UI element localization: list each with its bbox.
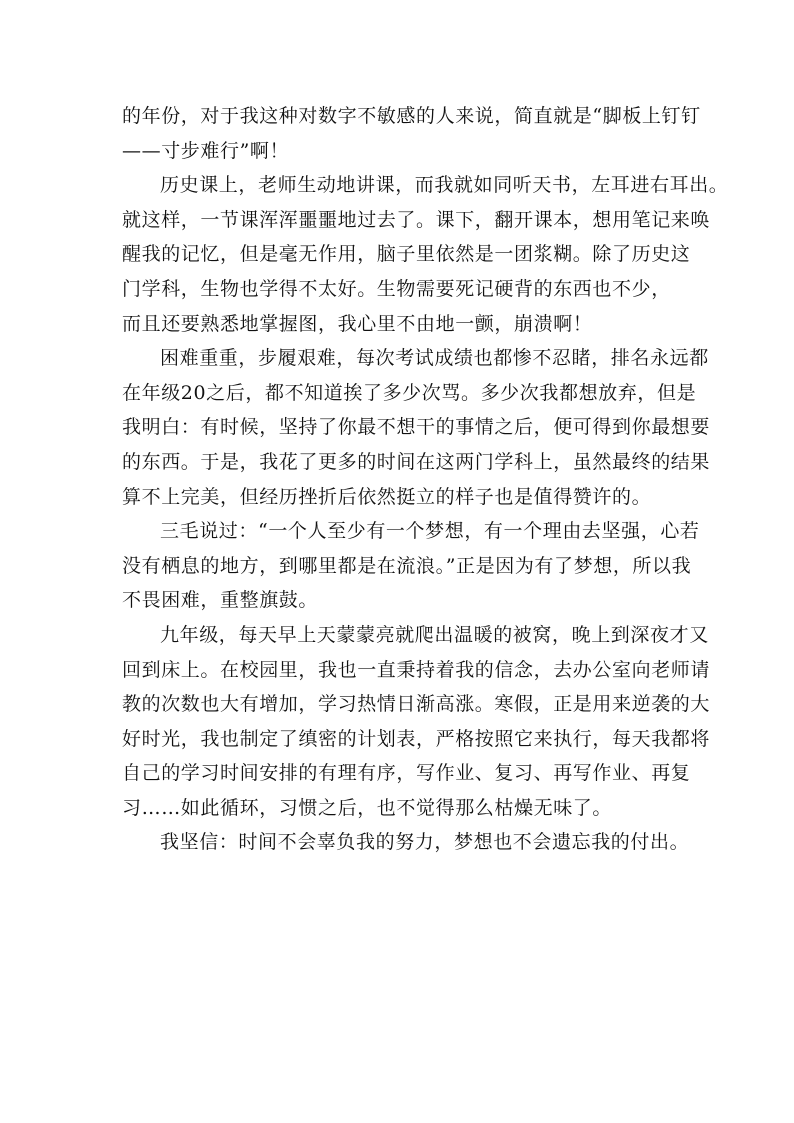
text-line: 的东西。于是，我花了更多的时间在这两门学科上，虽然最终的结果 <box>122 450 711 473</box>
essay-body <box>122 99 729 860</box>
text-line: 的年份，对于我这种对数字不敏感的人来说，简直就是“脚板上钉钉 <box>122 105 701 127</box>
text-line: 我明白：有时候，坚持了你最不想干的事情之后，便可得到你最想要 <box>122 416 711 439</box>
text-line: 教的次数也大有增加，学习热情日渐高涨。寒假，正是用来逆袭的大 <box>122 693 711 716</box>
text-line: 而且还要熟悉地掌握图，我心里不由地一颤，崩溃啊！ <box>122 312 593 335</box>
text-line: 习……如此循环，习惯之后，也不觉得那么枯燥无味了。 <box>122 796 613 819</box>
paragraph-start-line: 九年级，每天早上天蒙蒙亮就爬出温暖的被窝，晚上到深夜才又 <box>160 623 709 646</box>
text-line: 在年级20之后，都不知道挨了多少次骂。多少次我都想放弃，但是 <box>122 381 697 404</box>
text-line: 自己的学习时间安排的有理有序，写作业、复习、再写作业、再复 <box>122 762 691 785</box>
text-line: 醒我的记忆，但是毫无作用，脑子里依然是一团浆糊。除了历史这 <box>122 243 691 266</box>
text-line: 不畏困难，重整旗鼓。 <box>122 589 319 612</box>
paragraph-start-line: 历史课上，老师生动地讲课，而我就如同听天书，左耳进右耳出。 <box>160 174 729 197</box>
text-line: 就这样，一节课浑浑噩噩地过去了。课下，翻开课本，想用笔记来唤 <box>122 208 711 231</box>
text-line: 门学科，生物也学得不太好。生物需要死记硬背的东西也不少， <box>122 277 671 300</box>
paragraph-start-line: 三毛说过：“一个人至少有一个梦想，有一个理由去坚强，心若 <box>160 520 700 543</box>
text-line: ——寸步难行”啊！ <box>122 139 290 162</box>
text-line: 算不上完美，但经历挫折后依然挺立的样子也是值得赞许的。 <box>122 485 652 508</box>
paragraph-start-line: 我坚信：时间不会辜负我的努力，梦想也不会遗忘我的付出。 <box>160 831 690 854</box>
text-line: 好时光，我也制定了缜密的计划表，严格按照它来执行，每天我都将 <box>122 727 711 750</box>
text-line: 回到床上。在校园里，我也一直秉持着我的信念，去办公室向老师请 <box>122 658 711 681</box>
paragraph-start-line: 困难重重，步履艰难，每次考试成绩也都惨不忍睹，排名永远都 <box>160 347 709 370</box>
text-line: 没有栖息的地方，到哪里都是在流浪。”正是因为有了梦想，所以我 <box>122 554 692 577</box>
